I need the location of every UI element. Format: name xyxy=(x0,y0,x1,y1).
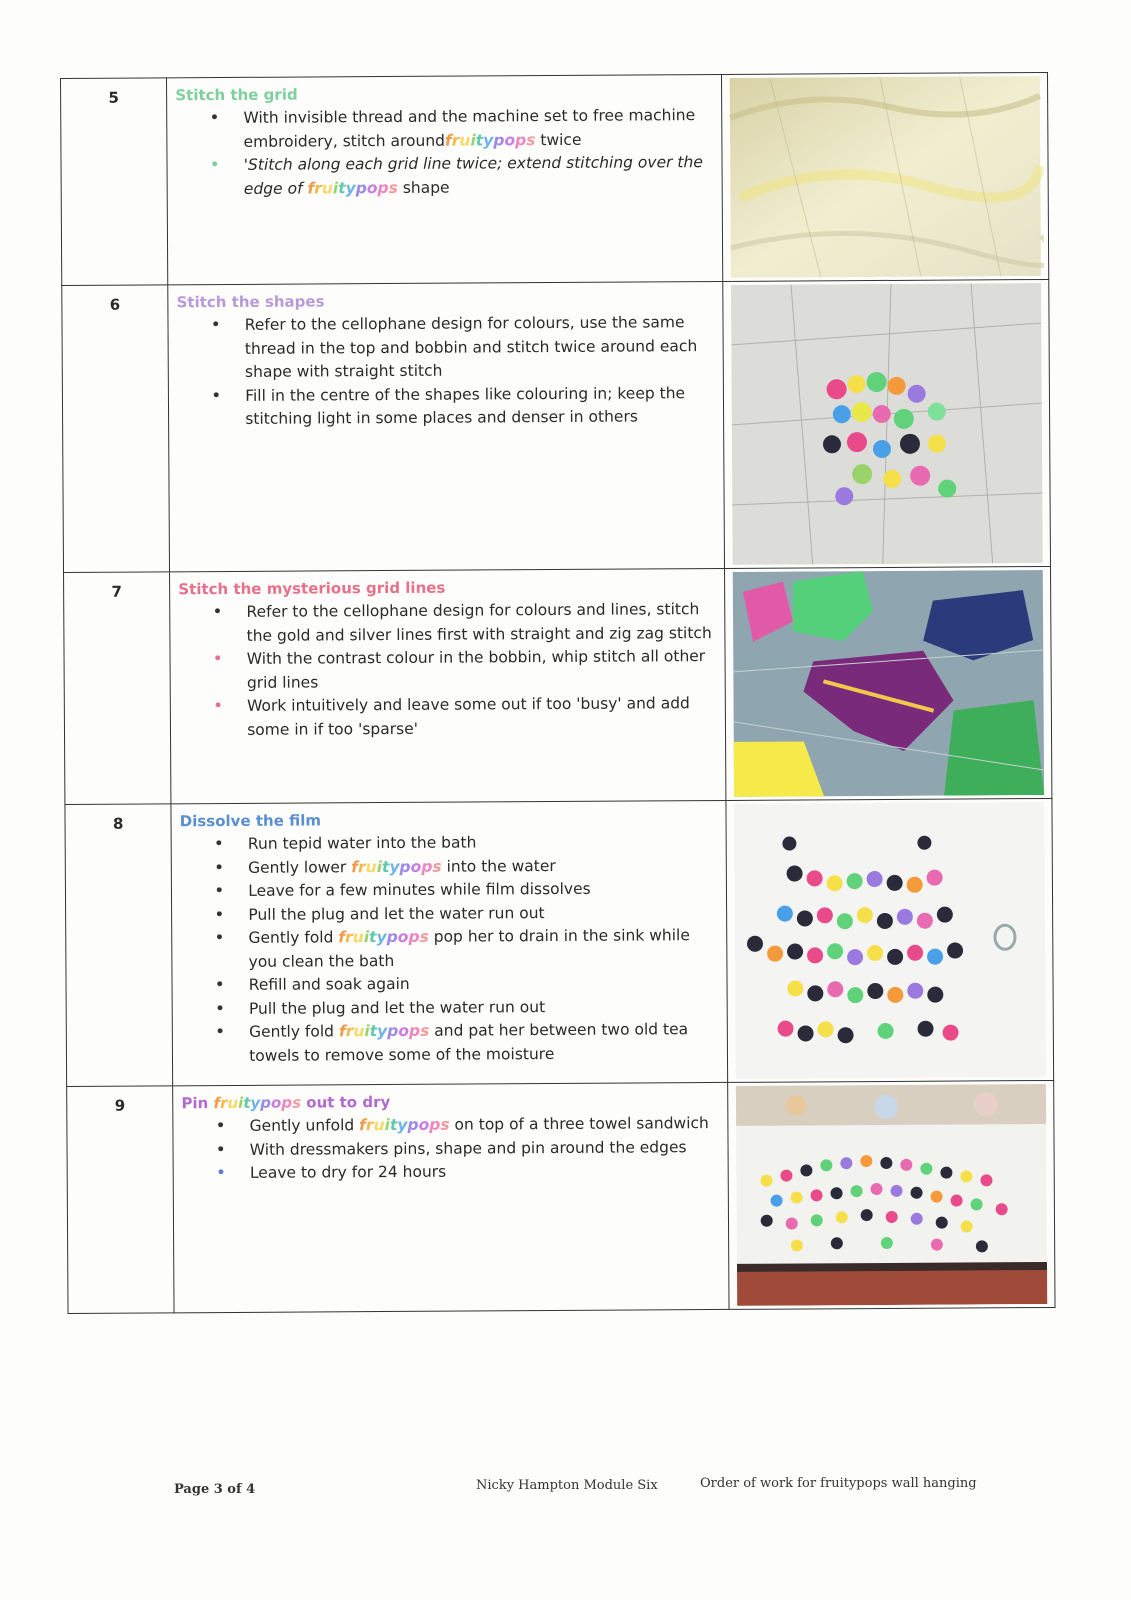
brand-word: fruitypops xyxy=(338,1021,430,1041)
step-title xyxy=(181,1091,718,1112)
list-item: • Leave for a few minutes while film dissolves xyxy=(248,877,717,903)
step-number: 8 xyxy=(65,804,173,1087)
bullet-text: into the water xyxy=(441,856,556,876)
bullet-text: shape xyxy=(397,178,450,197)
list-item: • Refill and soak again xyxy=(249,971,718,997)
step-row-5 xyxy=(61,72,1049,285)
list-item: • Work intuitively and leave some out if too 'busy' and add some in if too 'sparse' xyxy=(247,692,717,742)
step-number: 6 xyxy=(62,285,170,573)
photo-bath-dissolving xyxy=(730,802,1049,1079)
bullet-text: Gently unfold xyxy=(249,1116,360,1135)
step-row-7 xyxy=(64,566,1052,804)
list-item xyxy=(249,1018,719,1068)
photo-grid-lines-closeup xyxy=(729,570,1048,797)
steps-table xyxy=(60,72,1056,1314)
list-item xyxy=(248,924,718,974)
list-item xyxy=(244,151,714,201)
list-item xyxy=(248,853,717,879)
bullet-text: With invisible thread and the machine set to free machine embroidery, stitch around xyxy=(243,106,696,151)
step-title: Dissolve the film xyxy=(179,811,322,831)
step-content xyxy=(171,800,727,1085)
bullet-text: and pat her between two old tea towels to remove some of the moisture xyxy=(249,1020,689,1065)
step-content xyxy=(167,74,723,284)
photo-stitched-shapes xyxy=(727,283,1046,565)
list-item: • Run tepid water into the bath xyxy=(248,830,717,856)
list-item: • Pull the plug and let the water run out xyxy=(249,994,718,1020)
bullet-text: pop her to drain in the sink while you clean the bath xyxy=(248,926,690,971)
step-photo-cell xyxy=(724,566,1052,800)
brand-word: fruitypops xyxy=(307,178,398,197)
bullet-text: twice xyxy=(535,130,582,149)
bullet-text: Gently lower xyxy=(247,857,352,877)
step-bullets xyxy=(177,311,715,432)
list-item xyxy=(250,1112,719,1138)
step-content xyxy=(168,281,724,571)
step-row-9 xyxy=(67,1080,1055,1313)
photo-pinned-to-dry xyxy=(732,1084,1051,1306)
step-title: Stitch the grid xyxy=(175,85,298,105)
brand-word: fruitypops xyxy=(213,1093,302,1113)
step-photo-cell xyxy=(727,1080,1055,1309)
list-item: • Fill in the centre of the shapes like colouring in; keep the stitching light in some places and denser in others xyxy=(245,382,715,432)
list-item: • With dressmakers pins, shape and pin around the edges xyxy=(250,1135,719,1161)
brand-word: fruitypops xyxy=(359,1115,450,1135)
bullet-text: 'Stitch along each grid line twice; extend stitching over the edge of xyxy=(243,153,703,198)
brand-word: fruitypops xyxy=(444,130,536,150)
step-number: 5 xyxy=(61,78,168,286)
list-item: • With the contrast colour in the bobbin, whip stitch all other grid lines xyxy=(247,645,717,695)
step-row-6 xyxy=(62,279,1051,572)
step-bullets xyxy=(175,104,713,201)
list-item xyxy=(243,104,713,154)
brand-word: fruitypops xyxy=(351,857,442,876)
step-bullets xyxy=(180,830,719,1068)
photo-stitched-grid xyxy=(726,76,1045,278)
footer-author: Nicky Hampton Module Six xyxy=(476,1478,658,1493)
list-item: • Refer to the cellophane design for colours, use the same thread in the top and bobbin and stitch twice around each shape with straight stitch xyxy=(245,311,715,384)
list-item: • Pull the plug and let the water run out xyxy=(248,900,717,926)
step-title: Stitch the mysterious grid lines xyxy=(178,578,446,599)
bullet-text: Gently fold xyxy=(248,928,339,947)
step-photo-cell xyxy=(721,72,1049,281)
step-photo-cell xyxy=(725,798,1053,1082)
title-text: Pin xyxy=(181,1094,214,1113)
step-number: 7 xyxy=(64,572,172,805)
step-title: Stitch the shapes xyxy=(176,292,325,312)
step-number: 9 xyxy=(67,1086,175,1314)
step-content xyxy=(173,1082,729,1312)
step-content xyxy=(170,568,726,803)
step-row-8 xyxy=(65,798,1054,1086)
bullet-text: Gently fold xyxy=(248,1022,339,1041)
footer-doc-title: Order of work for fruitypops wall hanging xyxy=(700,1476,977,1491)
step-bullets xyxy=(182,1112,720,1186)
list-item: • Leave to dry for 24 hours xyxy=(250,1159,719,1185)
list-item: • Refer to the cellophane design for colours and lines, stitch the gold and silver lines first with straight and zig zag stitch xyxy=(246,598,716,648)
title-text: out to dry xyxy=(300,1093,391,1112)
footer-page-number: Page 3 of 4 xyxy=(174,1482,256,1497)
brand-word: fruitypops xyxy=(338,927,429,947)
step-photo-cell xyxy=(722,279,1050,568)
step-bullets xyxy=(178,598,716,742)
bullet-text: on top of a three towel sandwich xyxy=(449,1114,709,1134)
